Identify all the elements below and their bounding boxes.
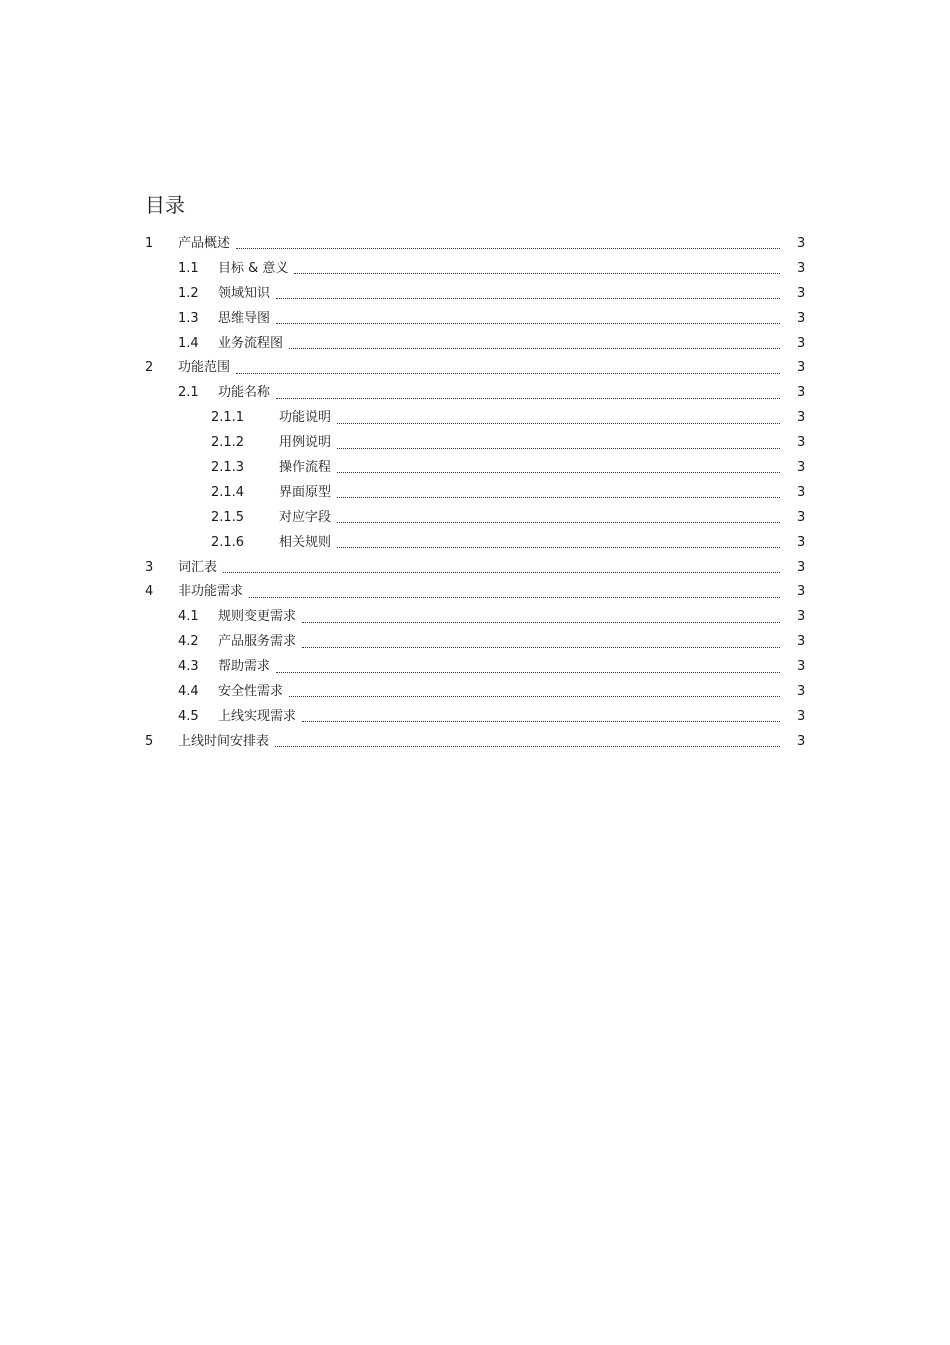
toc-entry[interactable] <box>0 655 950 680</box>
toc-entry-title[interactable]: 规则变更需求 <box>218 609 297 625</box>
toc-entry-number: 4.2 <box>178 634 199 650</box>
toc-dot-leader <box>337 547 780 548</box>
toc-entry-title-wrap <box>218 332 788 357</box>
toc-entry-number: 1 <box>145 236 154 251</box>
toc-entry-title-wrap <box>279 456 788 481</box>
toc-entry-title[interactable]: 非功能需求 <box>178 584 244 600</box>
toc-entry-page-number[interactable]: 3 <box>797 285 806 301</box>
toc-entry[interactable] <box>0 556 950 581</box>
toc-entry-number: 2.1.6 <box>211 534 245 550</box>
toc-entry-number: 2.1.1 <box>211 410 245 426</box>
toc-entry-title-wrap <box>178 580 788 605</box>
toc-entry-page-number[interactable]: 3 <box>797 708 806 724</box>
toc-entry[interactable] <box>0 381 950 406</box>
toc-entry-title-wrap <box>279 406 788 431</box>
toc-dot-leader <box>236 373 780 374</box>
toc-entry-title[interactable]: 业务流程图 <box>218 335 284 351</box>
toc-dot-leader <box>275 746 780 747</box>
toc-entry-title[interactable]: 功能说明 <box>279 410 332 426</box>
toc-entry[interactable] <box>0 506 950 531</box>
toc-entry-title-wrap <box>218 630 788 655</box>
toc-entry-page-number[interactable]: 3 <box>797 684 806 700</box>
toc-entry-page-number[interactable]: 3 <box>797 659 806 675</box>
toc-entry[interactable] <box>0 232 950 257</box>
toc-entry-page-number[interactable]: 3 <box>797 236 806 251</box>
toc-entry-page-number[interactable]: 3 <box>797 260 806 276</box>
toc-dot-leader <box>302 647 780 648</box>
toc-entry-page-number[interactable]: 3 <box>797 335 806 351</box>
toc-entry-title-wrap <box>279 531 788 556</box>
toc-entry-number: 1.3 <box>178 310 199 326</box>
toc-entry[interactable] <box>0 680 950 705</box>
toc-entry-title[interactable]: 上线实现需求 <box>218 708 297 724</box>
toc-entry-page-number[interactable]: 3 <box>797 634 806 650</box>
toc-entry-number: 2.1.2 <box>211 435 245 451</box>
toc-entry-page-number[interactable]: 3 <box>797 385 806 401</box>
toc-entry-page-number[interactable]: 3 <box>797 609 806 625</box>
toc-entry[interactable] <box>0 481 950 506</box>
toc-entry-title[interactable]: 领域知识 <box>218 285 271 301</box>
toc-dot-leader <box>276 323 780 324</box>
toc-entry-page-number[interactable]: 3 <box>797 310 806 326</box>
toc-dot-leader <box>276 672 780 673</box>
toc-entry-page-number[interactable]: 3 <box>797 509 806 525</box>
toc-entry-number: 1.4 <box>178 335 199 351</box>
toc-entry[interactable] <box>0 605 950 630</box>
toc-entry-number: 4.4 <box>178 684 199 700</box>
toc-entry-number: 4 <box>145 584 154 600</box>
toc-entry-title-wrap <box>218 655 788 680</box>
toc-dot-leader <box>249 597 780 598</box>
toc-entry-page-number[interactable]: 3 <box>797 410 806 426</box>
toc-dot-leader <box>276 398 780 399</box>
toc-entry-title-wrap <box>218 282 788 307</box>
toc-dot-leader <box>276 298 780 299</box>
toc-dot-leader <box>302 721 780 722</box>
toc-entry[interactable] <box>0 356 950 381</box>
toc-entry-title[interactable]: 操作流程 <box>279 460 332 476</box>
toc-entry-number: 2.1.3 <box>211 460 245 476</box>
toc-entry-page-number[interactable]: 3 <box>797 559 806 575</box>
toc-dot-leader <box>236 248 780 249</box>
toc-entry-page-number[interactable]: 3 <box>797 584 806 600</box>
toc-entry-number: 5 <box>145 733 154 749</box>
toc-entry[interactable] <box>0 456 950 481</box>
toc-entry-title-wrap <box>279 506 788 531</box>
toc-entry-title[interactable]: 思维导图 <box>218 310 271 326</box>
toc-entry-title[interactable]: 产品概述 <box>178 236 231 251</box>
toc-entry[interactable] <box>0 282 950 307</box>
toc-entry-title[interactable]: 帮助需求 <box>218 659 271 675</box>
toc-entry-number: 2.1 <box>178 385 199 401</box>
toc-entry-title[interactable]: 安全性需求 <box>218 684 284 700</box>
toc-list <box>0 232 950 755</box>
toc-entry-number: 4.1 <box>178 609 199 625</box>
toc-entry-title[interactable]: 产品服务需求 <box>218 634 297 650</box>
toc-dot-leader <box>337 472 780 473</box>
toc-dot-leader <box>302 622 780 623</box>
toc-entry[interactable] <box>0 531 950 556</box>
toc-entry-title-wrap <box>218 381 788 406</box>
toc-entry[interactable] <box>0 307 950 332</box>
toc-entry-number: 2 <box>145 360 154 376</box>
toc-entry-number: 2.1.5 <box>211 509 245 525</box>
toc-entry-title[interactable]: 用例说明 <box>279 435 332 451</box>
toc-dot-leader <box>337 522 780 523</box>
toc-entry[interactable] <box>0 730 950 755</box>
toc-entry-title-wrap <box>218 705 788 730</box>
toc-entry-page-number[interactable]: 3 <box>797 460 806 476</box>
toc-dot-leader <box>223 572 780 573</box>
toc-entry-title-wrap <box>279 481 788 506</box>
toc-entry-title-wrap <box>178 556 788 581</box>
toc-title: 目录 <box>145 193 185 217</box>
toc-entry[interactable] <box>0 630 950 655</box>
toc-entry-title-wrap <box>279 431 788 456</box>
toc-entry-title-wrap <box>178 232 788 257</box>
toc-entry-title-wrap <box>218 605 788 630</box>
toc-entry-title[interactable]: 上线时间安排表 <box>178 733 270 749</box>
toc-entry-title-wrap <box>218 307 788 332</box>
toc-entry[interactable] <box>0 705 950 730</box>
toc-entry-title[interactable]: 词汇表 <box>178 559 218 575</box>
toc-entry-title-wrap <box>218 680 788 705</box>
toc-entry-number: 1.2 <box>178 285 199 301</box>
toc-entry-number: 2.1.4 <box>211 484 245 500</box>
toc-entry-page-number[interactable]: 3 <box>797 733 806 749</box>
toc-dot-leader <box>337 448 780 449</box>
toc-entry-number: 4.3 <box>178 659 199 675</box>
toc-dot-leader <box>337 423 780 424</box>
toc-entry-page-number[interactable]: 3 <box>797 484 806 500</box>
toc-entry-title[interactable]: 功能范围 <box>178 360 231 376</box>
toc-entry-title[interactable]: 目标 & 意义 <box>218 260 289 276</box>
toc-dot-leader <box>337 497 780 498</box>
toc-entry-number: 4.5 <box>178 708 199 724</box>
toc-dot-leader <box>294 273 780 274</box>
toc-entry[interactable] <box>0 406 950 431</box>
toc-dot-leader <box>289 348 780 349</box>
toc-entry-title-wrap <box>178 356 788 381</box>
toc-entry[interactable] <box>0 580 950 605</box>
toc-entry[interactable] <box>0 431 950 456</box>
toc-entry-page-number[interactable]: 3 <box>797 360 806 376</box>
toc-entry-number: 3 <box>145 559 154 575</box>
toc-entry-page-number[interactable]: 3 <box>797 435 806 451</box>
toc-entry-title[interactable]: 对应字段 <box>279 509 332 525</box>
toc-entry-number: 1.1 <box>178 260 199 276</box>
toc-dot-leader <box>289 696 780 697</box>
toc-entry-title[interactable]: 功能名称 <box>218 385 271 401</box>
toc-entry-title[interactable]: 界面原型 <box>279 484 332 500</box>
toc-entry-title-wrap <box>178 730 788 755</box>
toc-entry-title[interactable]: 相关规则 <box>279 534 332 550</box>
toc-entry[interactable] <box>0 257 950 282</box>
toc-entry-title-wrap <box>218 257 788 282</box>
toc-entry[interactable] <box>0 332 950 357</box>
toc-entry-page-number[interactable]: 3 <box>797 534 806 550</box>
